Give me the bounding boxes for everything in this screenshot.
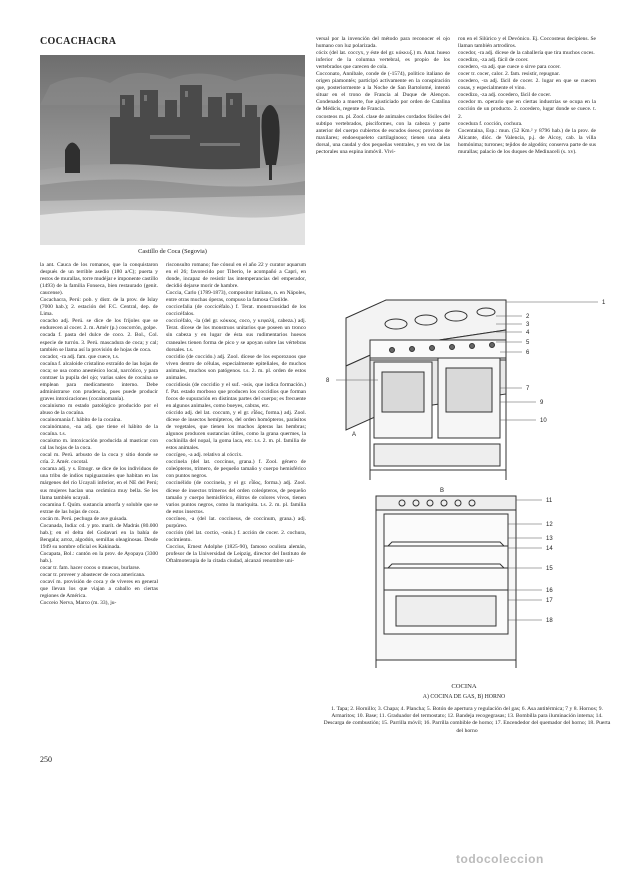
entry: Cocachacra, Perú: pob. y distr. de la prov. de Islay (7000 hab.); 2. estación del F.C. Central, dep. de Lima. bbox=[40, 297, 158, 318]
entry: coccicéfalo, -la (del gr. κόκκος, coco, y κεφαλή, cabeza.) adj. Terat. dícese de los monstruos unitarios que poseen un tronco sin cabeza y en lugar de ésta sus rudimentarios huesos craneales tienen forma de pico y se apoyan sobre las vértebras dorsales. t.s. bbox=[166, 318, 306, 353]
entry: Cocentaina, Esp.: mun. (52 Km.² y 8796 hab.) de la prov. de Alicante, dióc. de Valencia, p.j. de Alcoy, cab. la villa homónima; turrones; tejidos de algodón; conserva parte de sus murallas; palacio de los duques de Medinaceli (s. xv). bbox=[458, 127, 596, 155]
entry: cocedor m. operario que en ciertas industrias se ocupa en la cocción de un producto. 2. cocedero, lugar donde se cuece. t. 2. bbox=[458, 99, 596, 120]
entry: cocar tr. proveer y abastecer de coca americana. bbox=[40, 572, 146, 579]
entry: cocción (del lat. coctio, -onis.) f. acción de cocer. 2. cochura, cocimiento. bbox=[166, 529, 306, 543]
entry: cóccido adj. del lat. coccum, y el gr. εἶδος, forma.) adj. Zool. dícese de insectos hemípteros, del orden homópteros, parásitos de vegetales, que tienen los machos ápteras las hembras; algunos producen sustancias útiles, como la grana quermes, la cochinilla del nopal, la goma laca, etc. t.s. 2. m. pl. familia de estos animales. bbox=[166, 409, 306, 452]
entry: la ant. Cauca de los romanos, que la conquistaron después de un terrible asedio (180 a/C); puerta y restos de murallas, torre mudéjar e imponente castillo (1493) de la familia Fonseca, bien restaurado (genit. caucense). bbox=[40, 262, 158, 297]
entry: versal por la invención del método para reconocer el ojo humano con luz polarizada. bbox=[316, 36, 450, 50]
text-column-3 bbox=[316, 36, 450, 294]
running-head: COCACHACRA bbox=[40, 36, 117, 47]
page-number: 250 bbox=[40, 755, 52, 764]
callout-4: 4 bbox=[526, 330, 530, 336]
entry: cocedero, -ra adj. que cuece o sirve para cocer. bbox=[458, 64, 561, 71]
callout-7: 7 bbox=[526, 386, 530, 392]
callout-11: 11 bbox=[546, 498, 553, 504]
watermark: todocoleccion bbox=[456, 852, 544, 866]
entry: cocer tr. cocer, calor. 2. fam. resistir, repugnar. bbox=[458, 71, 560, 78]
entry: coccidio (de coccido.) adj. Zool. dícese de los esporozoos que viven dentro de células, especialmente epiteliales, de muchos animales, muchos son patógenos. t.s. 2. m. pl. orden de estos animales. bbox=[166, 353, 306, 381]
callout-10: 10 bbox=[540, 418, 547, 424]
entry: cocama adj. y s. Etnogr. se dice de los individuos de una tribu de indios tupiguaraníes que habitan en las márgenes del río Ucayali inferior, en el NE del Perú; sus mujeres hacían una cerámica muy bella. Se les llama también ucayali. bbox=[40, 466, 158, 501]
entry: Cocceio Nerva, Marco (m. 33), ju- bbox=[40, 600, 117, 607]
entry: cocainismo m estado patológico producido por el abuso de la cocaína. bbox=[40, 402, 158, 416]
entry: cocacho adj. Perú. se dice de los frijoles que se endurecen al cocer. 2. m. Amér (p.) coscorrón, golpe. bbox=[40, 318, 158, 332]
entry: coccinela (del lat. coccinus, grana.) f. Zool. género de coleópteros, trímero, de pequeño tamaño y cuerpo hemisférico con puntos negros. bbox=[166, 459, 306, 480]
entry: coccíneo, -a (del lat. coccineus, de coccinum, grana.) adj. purpúreo. bbox=[166, 515, 306, 529]
callout-8: 8 bbox=[326, 378, 330, 384]
entry: coccicefalia (de coccicéfalo.) f. Terat. monstruosidad de los coccicéfalos. bbox=[166, 304, 306, 318]
photo-caption: Castillo de Coca (Segovia) bbox=[138, 248, 207, 255]
castle-photo-illustration bbox=[40, 55, 305, 245]
diagram-legend: 1. Tapa; 2. Hornillo; 3. Chapa; 4. Plancha; 5. Botón de apertura y regulación del gas; 6. Asa antitérmica; 7 y 8. Hornos; 9. Armaritos; 10. Base; 11. Graduador del termostato; 12. Bandeja recogegrasas; 13. Bombilla para iluminación interna; 14. Descarga de combustión; 15. Parrilla móvil; 16. Parrilla combible de horno; 17. Encendedor del quemador del horno; 18. Puerta del horno bbox=[323, 706, 611, 734]
callout-16: 16 bbox=[546, 588, 553, 594]
entry: coccidiosis (de coccidio y el suf. -osis, que indica formación.) f. Pat. estado morboso que producen los coccidios que forman focos de supuración en distintas partes del cuerpo; es frecuente en algunos animales, como bueyes, cabras, etc. bbox=[166, 381, 306, 409]
entry: cocar tr. fam. hacer cocos o muecos, burlarse. bbox=[40, 565, 141, 572]
entry: cócix (del lat. coccyx, y éste del gr. κόκκυξ.) m. Anat. hueso inferior de la columna vertebral, es propio de los vertebrados que carecen de cola. bbox=[316, 50, 450, 71]
callout-3: 3 bbox=[526, 322, 530, 328]
entry: ron en el Silúrico y el Devónico. Ej. Coccosteus decipiens. Se llaman también artrodiros. bbox=[458, 36, 596, 50]
entry: cocainómano, -na adj. que tiene el hábito de la cocaína. t.s. bbox=[40, 424, 158, 438]
entry: Cocanada, India: cd. y pto. marít. de Madrás (80.000 hab.); en el delta del Godavari en la bahía de Bengala; arroz, algodón, semillas oleaginosas. Desde 1949 su nombre oficial es Kakinada. bbox=[40, 522, 158, 550]
text-column-1 bbox=[40, 262, 158, 740]
callout-14: 14 bbox=[546, 546, 553, 552]
entry: cocedero, -ra adj. fácil de cocer. 2. lugar en que se cuecen cosas, y especialmente el vino. bbox=[458, 78, 596, 92]
callout-18: 18 bbox=[546, 618, 553, 624]
callout-5: 5 bbox=[526, 340, 530, 346]
entry: cocedizo, -za adj. fácil de cocer. bbox=[458, 57, 529, 64]
entry: cocainomanía f. hábito de la cocaína. bbox=[40, 417, 122, 424]
entry: cocaísmo m. intoxicación producida al masticar con cal las hojas de la coca. bbox=[40, 438, 158, 452]
label-a: A bbox=[352, 432, 357, 438]
entry: coccígeo, -a adj. relativo al cóccix. bbox=[166, 452, 243, 459]
entry: cocedura f. cocción, cochura. bbox=[458, 120, 523, 127]
entry: risconsulto romano; fue cónsul en el año 22 y curator aquarum en el 26; favorecido por Tiberio, le acompañó a Capri, en donde, incapaz de resistir las intemperancias del emperador, decidió dejarse morir de hambre. bbox=[166, 262, 306, 290]
castle-photo bbox=[40, 55, 305, 245]
callout-12: 12 bbox=[546, 522, 553, 528]
entry: cocaína f. alcaloide cristalino extraído de las hojas de coca; se usa como anestésico local, narcótico, y para contraer la pupila del ojo; varias sales de cocaína se emplean para medicamento interno. Debe administrarse con prudencia, pues puede producir graves intoxicaciones (cocainomanía). bbox=[40, 360, 158, 402]
entry: Coccius, Ernest Adolphe (1825-90), famoso oculista alemán, profesor de la Universidad de Leipzig, director del Instituto de Oftalmoterapia de la citada ciudad, alcanzó renombre uni- bbox=[166, 543, 306, 564]
entry: cocada f. pasta del dulce de coco. 2. Bol., Col. especie de turrón. 3. Perú. mascadura de coca; y cal; también se llama así la provisión de hojas de coca. bbox=[40, 332, 158, 353]
entry: cocedor, -ra adj. dícese de la caballería que tira muchos coces. bbox=[458, 50, 595, 57]
entry: cocedizo, -za adj. cocedero, fácil de cocer. bbox=[458, 92, 552, 99]
label-b: B bbox=[440, 488, 445, 494]
entry: coccinélido (de coccinela, y el gr. εἶδος, forma.) adj. Zool. dícese de insectos trímeros del orden coleópteros, de pequeño tamaño y cuerpo hemisférico, élitros de colores vivos, tienen varios puntos negros, como la mariquita. t.s. 2. m. pl. familia de estos insectos. bbox=[166, 480, 306, 515]
entry: Cocconato, Annibale, conde de (-1574), político italiano de origen piamontés; participó activamente en la conspiración que, posteriormente a la Noche de San Bartolomé, intentó situar en el trono de Francia al Duque de Alençon. Condenado a muerte, fue ajusticiado por orden de Catalina de Médicis, regente de Francia. bbox=[316, 71, 450, 113]
callout-13: 13 bbox=[546, 536, 553, 542]
callout-15: 15 bbox=[546, 566, 553, 572]
entry: Cocapata, Bol.: cantón en la prov. de Ayopaya (3300 hab.). bbox=[40, 550, 158, 564]
callout-9: 9 bbox=[540, 400, 544, 406]
entry: cocán m. Perú. pechuga de ave guisada. bbox=[40, 515, 128, 522]
entry: cocosteos m. pl. Zool. clase de animales cordados fósiles del subtipo vertebrados, pisciformes, con la cabeza y parte anterior del cuerpo cubiertos de escudos óseos; provistos de maxilares; endoesqueleto cartilaginoso; tienen una aleta dorsal, una caudal y dos pequeñas ventrales, y en vez de las pectorales una espina inmóvil. Vivi- bbox=[316, 113, 450, 155]
diagram-subtitle: A) COCINA DE GAS, B) HORNO bbox=[422, 694, 506, 700]
callout-2: 2 bbox=[526, 314, 530, 320]
entry: Coccia, Carlo (1789-1873), compositor italiano, n. en Nápoles, entre otras muchas óperas, compuso la famosa Clotilde. bbox=[166, 290, 306, 304]
callout-6: 6 bbox=[526, 350, 530, 356]
entry: cocador, -ra adj. fam. que cuece, t.s. bbox=[40, 353, 120, 360]
entry: cocamina f. Quím. sustancia amorfa y soluble que se extrae de las hojas de coca. bbox=[40, 501, 158, 515]
entry: cocal m. Perú. arbusto de la coca y sitio donde se cría. 2. Amér. cocotal. bbox=[40, 452, 158, 466]
text-column-4 bbox=[458, 36, 596, 294]
callout-17: 17 bbox=[546, 598, 553, 604]
callout-1: 1 bbox=[602, 300, 606, 306]
entry: cocaví m. provisión de coca y de víveres en general que llevan los que viajan a caballo en ciertas regiones de América. bbox=[40, 579, 158, 600]
stove-diagram-illustration bbox=[316, 296, 616, 668]
text-column-2 bbox=[166, 262, 306, 740]
stove-diagram bbox=[316, 296, 616, 668]
diagram-title: COCINA bbox=[451, 683, 477, 690]
